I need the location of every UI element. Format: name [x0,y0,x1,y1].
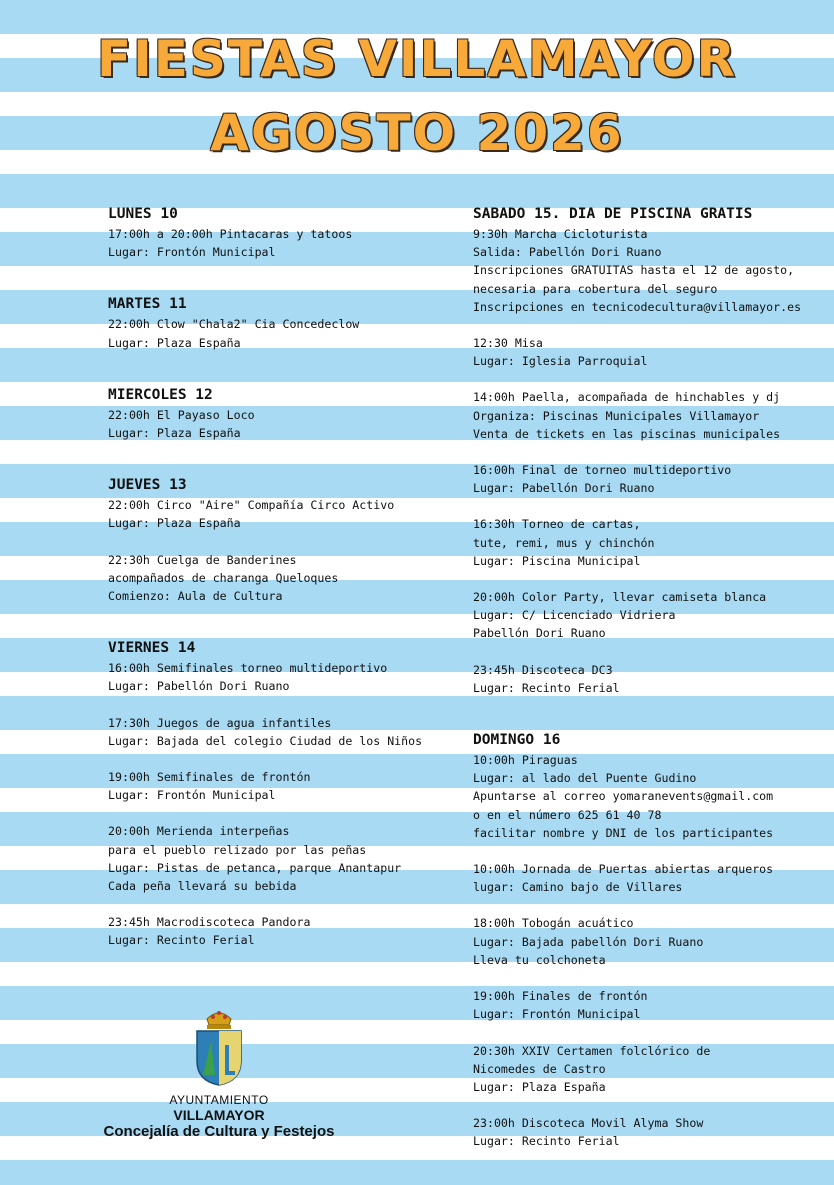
event-line: tute, remi, mus y chinchón [473,535,655,550]
event-line: Lugar: Frontón Municipal [108,245,276,260]
event-line: Lugar: al lado del Puente Gudino [473,771,697,786]
event-line: 14:00h Paella, acompañada de hinchables y dj [473,390,781,405]
event-item [108,551,448,606]
event-line: Lugar: Plaza España [108,426,241,441]
page-title: FIESTAS VILLAMAYOR [96,30,738,88]
event-line: Inscripciones en tecnicodecultura@villamayor.es [473,299,802,314]
event-line: Lugar: Piscina Municipal [473,553,641,568]
event-line: lugar: Camino bajo de Villares [473,880,683,895]
event-line: Lugar: Plaza España [108,335,241,350]
day-heading: MARTES 11 [108,296,187,313]
event-line: Lugar: Pabellón Dori Ruano [108,679,290,694]
event-line: Cada peña llevará su bebida [108,879,297,894]
event-line: 19:00h Finales de frontón [473,989,648,1004]
event-item [108,225,448,261]
event-item [473,661,813,697]
event-line: 20:00h Color Party, llevar camiseta blanca [473,590,767,605]
event-line: 22:00h El Payaso Loco [108,407,255,422]
event-line: 16:00h Final de torneo multideportivo [473,463,732,478]
event-line: Lugar: Recinto Ferial [473,1134,620,1149]
coat-of-arms-icon [189,1005,249,1087]
event-line: 20:00h Merienda interpeñas [108,824,290,839]
day-section [108,295,448,351]
event-item [473,860,813,896]
event-line: Inscripciones GRATUITAS hasta el 12 de agosto, [473,263,795,278]
event-line: Apuntarse al correo yomaranevents@gmail.com [473,789,774,804]
event-line: 20:30h XXIV Certamen folclórico de [473,1043,711,1058]
event-item [108,768,448,804]
event-item [473,987,813,1023]
day-heading: JUEVES 13 [108,477,187,494]
event-line: Salida: Pabellón Dori Ruano [473,245,662,260]
event-line: facilitar nombre y DNI de los participantes [473,825,774,840]
event-line: Lleva tu colchoneta [473,952,606,967]
day-section [473,205,813,697]
event-item [473,515,813,570]
event-line: para el pueblo relizado por las peñas [108,842,367,857]
event-item [473,388,813,443]
event-item [108,406,448,442]
event-item [473,334,813,370]
event-line: 23:45h Discoteca DC3 [473,662,613,677]
org-line-town: VILLAMAYOR [173,1107,265,1123]
event-item [108,496,448,532]
event-line: acompañados de charanga Queloques [108,570,339,585]
day-heading: MIERCOLES 12 [108,386,213,403]
day-section [108,205,448,261]
page-subtitle: AGOSTO 2026 [210,104,624,162]
event-line: Lugar: C/ Licenciado Vidriera [473,608,676,623]
event-line: 12:30 Misa [473,336,543,351]
event-line: Lugar: Iglesia Parroquial [473,354,648,369]
day-section [108,386,448,442]
day-heading: DOMINGO 16 [473,732,561,749]
event-line: 17:00h a 20:00h Pintacaras y tatoos [108,227,353,241]
event-line: Venta de tickets en las piscinas municipales [473,426,781,441]
event-line: 10:00h Jornada de Puertas abiertas arqueros [473,862,774,877]
event-line: 17:30h Juegos de agua infantiles [108,715,332,730]
event-line: Lugar: Bajada del colegio Ciudad de los Niños [108,733,423,748]
event-line: Lugar: Pistas de petanca, parque Anantapur [108,860,402,875]
event-item [473,751,813,842]
event-line: 18:00h Tobogán acuático [473,916,634,931]
event-line: 16:00h Semifinales torneo multideportivo [108,661,388,676]
org-line-department: Concejalía de Cultura y Festejos [103,1123,335,1140]
event-line: Lugar: Recinto Ferial [108,933,255,948]
event-line: Lugar: Plaza España [108,516,241,531]
event-line: 22:30h Cuelga de Banderines [108,552,297,567]
day-heading: SABADO 15. DIA DE PISCINA GRATIS [473,206,753,222]
program-left-column [108,205,448,984]
event-line: 19:00h Semifinales de frontón [108,770,311,785]
event-item [108,913,448,949]
event-item [473,461,813,497]
org-line-ayuntamiento: AYUNTAMIENTO [169,1093,269,1107]
event-line: Lugar: Pabellón Dori Ruano [473,481,655,496]
event-line: 16:30h Torneo de cartas, [473,517,641,532]
day-section [473,731,813,1150]
event-line: necesaria para cobertura del seguro [473,281,718,296]
day-section [108,476,448,605]
event-line: Comienzo: Aula de Cultura [108,589,283,604]
event-item [473,225,813,316]
event-item [108,659,448,695]
town-hall-logo [86,1005,352,1140]
event-item [473,588,813,643]
day-heading: VIERNES 14 [108,640,196,657]
event-line: Lugar: Recinto Ferial [473,680,620,695]
event-line: Lugar: Frontón Municipal [473,1007,641,1022]
event-item [108,822,448,895]
event-line: 9:30h Marcha Cicloturista [473,227,648,241]
event-line: Lugar: Plaza España [473,1079,606,1094]
event-line: Nicomedes de Castro [473,1061,606,1076]
event-line: Organiza: Piscinas Municipales Villamayor [473,408,760,423]
event-line: 22:00h Circo "Aire" Compañía Circo Activo [108,498,395,513]
event-line: 23:00h Discoteca Movil Alyma Show [473,1116,704,1131]
event-item [108,315,448,351]
day-section [108,639,448,949]
event-line: 22:00h Clow "Chala2" Cia Concedeclow [108,317,360,332]
event-item [473,1114,813,1150]
event-line: o en el número 625 61 40 78 [473,807,662,822]
program-right-column [473,205,813,1185]
event-item [473,914,813,969]
event-line: Lugar: Bajada pabellón Dori Ruano [473,934,704,949]
event-item [108,714,448,750]
event-line: Pabellón Dori Ruano [473,626,606,641]
event-line: 23:45h Macrodiscoteca Pandora [108,915,311,930]
event-line: 10:00h Piraguas [473,753,578,768]
event-line: Lugar: Frontón Municipal [108,788,276,803]
event-item [473,1042,813,1097]
day-heading: LUNES 10 [108,206,178,222]
